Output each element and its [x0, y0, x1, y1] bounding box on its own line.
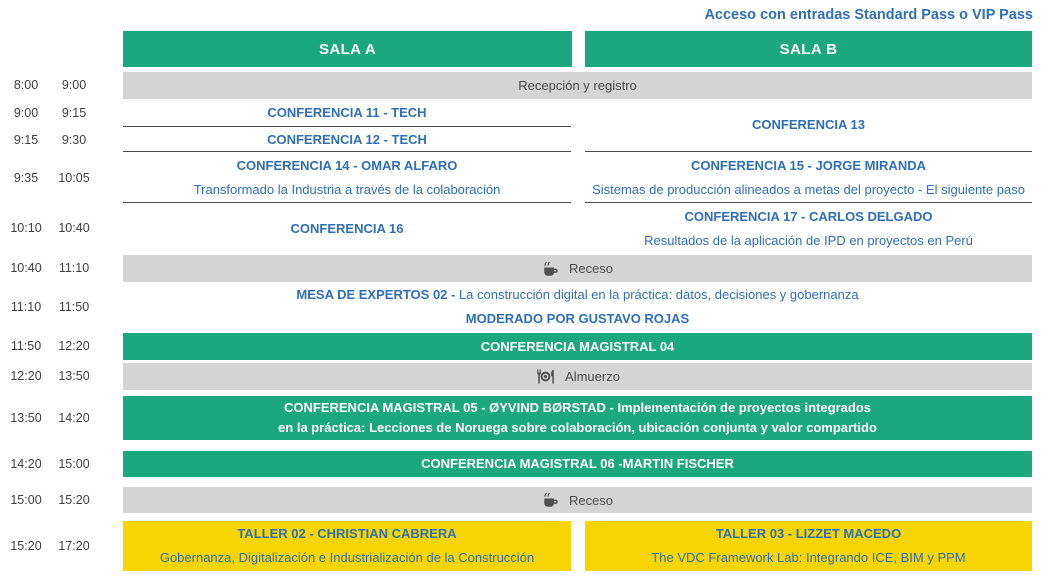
time-end: 9:30 — [61, 133, 87, 147]
time-end: 12:20 — [58, 339, 90, 353]
event-title: CONFERENCIA 11 - TECH — [267, 104, 427, 120]
event-title: CONFERENCIA 13 — [752, 117, 865, 132]
time-start: 10:40 — [10, 261, 42, 275]
event-magistral-04 — [123, 333, 1032, 360]
event-label: Recepción y registro — [518, 78, 637, 93]
event-magistral-05 — [123, 396, 1032, 440]
event-receso-1 — [123, 255, 1032, 282]
event-label: Receso — [568, 261, 614, 276]
event-conferencia-15 — [585, 153, 1032, 203]
time-slot-mag06 — [2, 455, 108, 473]
time-end: 9:00 — [61, 78, 87, 92]
event-subtitle: Sistemas de producción alineados a metas del proyecto - El siguiente paso — [592, 181, 1025, 197]
time-start: 12:20 — [10, 369, 42, 383]
event-title: CONFERENCIA MAGISTRAL 04 — [480, 338, 675, 354]
event-mesa-expertos — [123, 283, 1032, 331]
coffee-icon — [542, 491, 560, 509]
time-slot-receso1 — [2, 259, 108, 277]
event-title: CONFERENCIA 14 - OMAR ALFARO — [236, 157, 458, 173]
event-title: CONFERENCIA 17 - CARLOS DELGADO — [684, 208, 933, 224]
time-end: 14:20 — [58, 411, 90, 425]
time-slot-almuerzo — [2, 367, 108, 385]
time-start: 15:00 — [10, 493, 42, 507]
time-slot-conf11 — [2, 104, 108, 122]
event-conferencia-16 — [123, 204, 571, 253]
time-slot-conf12 — [2, 131, 108, 149]
event-subtitle: Transformado la Industria a través de la colaboración — [193, 181, 501, 197]
column-header-sala-b: SALA B — [585, 31, 1032, 67]
event-conferencia-11 — [123, 99, 571, 127]
event-conferencia-17 — [585, 204, 1032, 253]
event-subtitle: The VDC Framework Lab: Integrando ICE, BIM y PPM — [651, 550, 966, 565]
event-title: CONFERENCIA 16 — [290, 220, 404, 236]
time-end: 11:10 — [58, 261, 90, 275]
event-title: TALLER 02 - CHRISTIAN CABRERA — [237, 526, 457, 541]
time-slot-conf16 — [2, 219, 108, 237]
event-title: CONFERENCIA 15 - JORGE MIRANDA — [691, 157, 926, 173]
event-title-rest: La construcción digital en la práctica: datos, decisiones y gobernanza — [455, 287, 859, 302]
event-title: CONFERENCIA 12 - TECH — [267, 131, 427, 147]
time-end: 10:40 — [58, 221, 90, 235]
time-end: 15:20 — [58, 493, 90, 507]
time-start: 15:20 — [10, 539, 42, 553]
time-start: 11:50 — [10, 339, 42, 353]
event-taller-03 — [585, 521, 1032, 571]
time-start: 13:50 — [10, 411, 42, 425]
time-slot-mag04 — [2, 337, 108, 355]
event-title — [296, 283, 858, 307]
column-header-sala-a: SALA A — [123, 31, 572, 67]
event-almuerzo — [123, 363, 1032, 390]
event-title-line1: CONFERENCIA MAGISTRAL 05 - ØYVIND BØRSTAD - Implementación de proyectos integrados — [284, 400, 871, 415]
time-end: 15:00 — [58, 457, 90, 471]
time-end: 17:20 — [58, 539, 90, 553]
time-end: 11:50 — [58, 300, 90, 314]
time-start: 8:00 — [13, 78, 39, 92]
time-start: 9:35 — [13, 171, 39, 185]
time-slot-recepcion — [2, 76, 108, 94]
event-title: CONFERENCIA MAGISTRAL 06 -MARTIN FISCHER — [421, 456, 734, 471]
time-slot-taller — [2, 537, 108, 555]
event-moderator: MODERADO POR GUSTAVO ROJAS — [465, 311, 690, 326]
event-subtitle: Gobernanza, Digitalización e Industrialización de la Construcción — [159, 550, 535, 565]
event-conferencia-12 — [123, 128, 571, 152]
time-slot-mag05 — [2, 409, 108, 427]
time-start: 9:15 — [13, 133, 39, 147]
time-slot-mesa — [2, 298, 108, 316]
access-note: Acceso con entradas Standard Pass o VIP Pass — [704, 7, 1033, 23]
time-end: 9:15 — [61, 106, 87, 120]
event-label: Receso — [568, 492, 614, 508]
event-taller-02 — [123, 521, 571, 571]
time-start: 10:10 — [10, 221, 42, 235]
event-conferencia-14 — [123, 153, 571, 203]
time-start: 11:10 — [10, 300, 42, 314]
time-end: 10:05 — [58, 171, 90, 185]
time-start: 14:20 — [10, 457, 42, 471]
time-end: 13:50 — [58, 369, 90, 383]
time-slot-receso2 — [2, 491, 108, 509]
event-magistral-06 — [123, 451, 1032, 477]
event-title-line2: en la práctica: Lecciones de Noruega sobre colaboración, ubicación conjunta y valor compartido — [278, 420, 877, 435]
coffee-icon — [542, 260, 560, 278]
time-start: 9:00 — [13, 106, 39, 120]
event-title: TALLER 03 - LIZZET MACEDO — [715, 526, 902, 541]
event-conferencia-13 — [585, 99, 1032, 152]
event-subtitle: Resultados de la aplicación de IPD en proyectos en Perú — [644, 232, 973, 248]
event-label: Almuerzo — [565, 369, 620, 384]
restaurant-icon — [535, 367, 556, 386]
event-receso-2 — [123, 487, 1032, 513]
event-title-bold: MESA DE EXPERTOS 02 - — [296, 287, 456, 302]
time-slot-conf14 — [2, 169, 108, 187]
event-recepcion — [123, 72, 1032, 99]
